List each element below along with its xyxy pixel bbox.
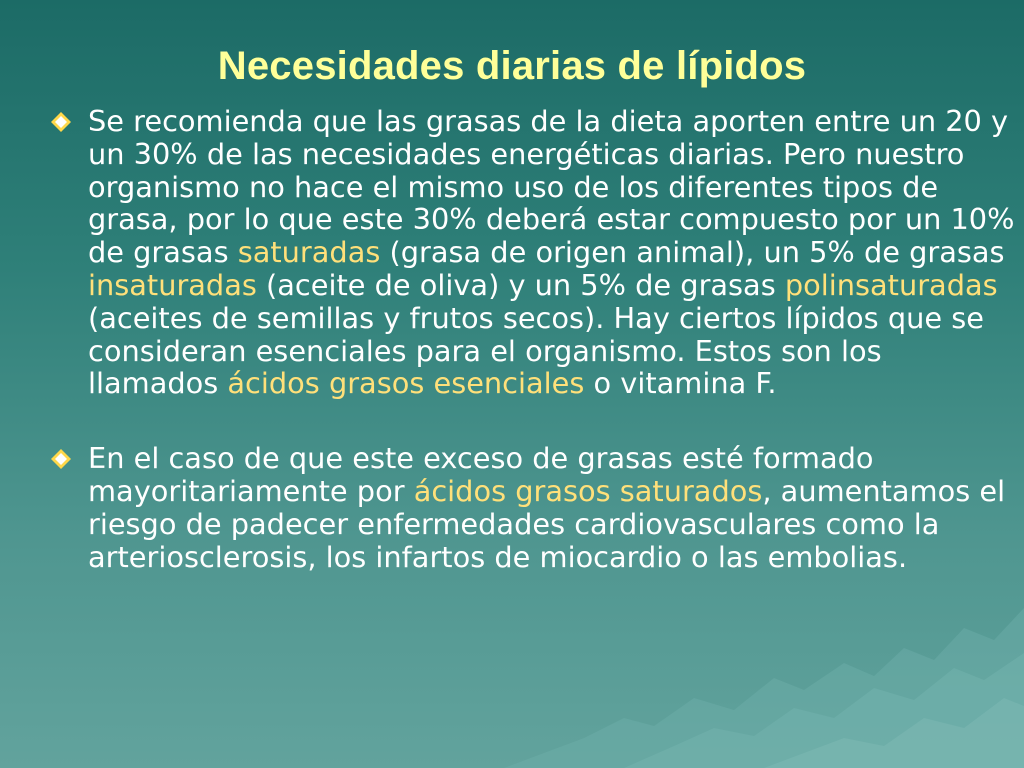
bullet-item [48, 442, 1018, 573]
bullet-text-segment: En el caso de que este exceso de grasas esté formado mayoritariamente por [88, 441, 874, 508]
bullet-text-segment: (aceites de semillas y frutos secos). Hay ciertos lípidos que se consideran esenciales para el organismo. Estos son los llamados [88, 300, 984, 401]
highlighted-term: ácidos grasos esenciales [227, 366, 585, 401]
highlighted-term: ácidos grasos saturados [413, 473, 763, 508]
bullet-text-segment: (grasa de origen animal), un 5% de grasas [380, 235, 1005, 270]
bullet-text-segment: Se recomienda que las grasas de la dieta aporten entre un 20 y un 30% de las necesidades energéticas diarias. Pero nuestro organismo no hace el mismo uso de los diferentes tipos de grasa, por lo que este 30% deberá estar compuesto por un 10% de grasas [88, 104, 1015, 270]
diamond-bullet-icon [50, 448, 72, 470]
bullet-item [48, 105, 1018, 400]
bullet-list [48, 105, 1018, 573]
bullet-text-segment: o vitamina F. [584, 366, 777, 401]
diamond-bullet-icon [50, 111, 72, 133]
highlighted-term: polinsaturadas [784, 267, 998, 302]
bullet-text-segment: (aceite de oliva) y un 5% de grasas [256, 267, 785, 302]
highlighted-term: insaturadas [88, 267, 257, 302]
highlighted-term: saturadas [237, 235, 381, 270]
slide-title: Necesidades diarias de lípidos [217, 44, 807, 88]
mountain-range-decoration [504, 568, 1024, 768]
bullet-text-segment: , aumentamos el riesgo de padecer enfermedades cardiovasculares como la arteriosclerosis, los infartos de miocardio o las embolias. [88, 473, 1006, 574]
